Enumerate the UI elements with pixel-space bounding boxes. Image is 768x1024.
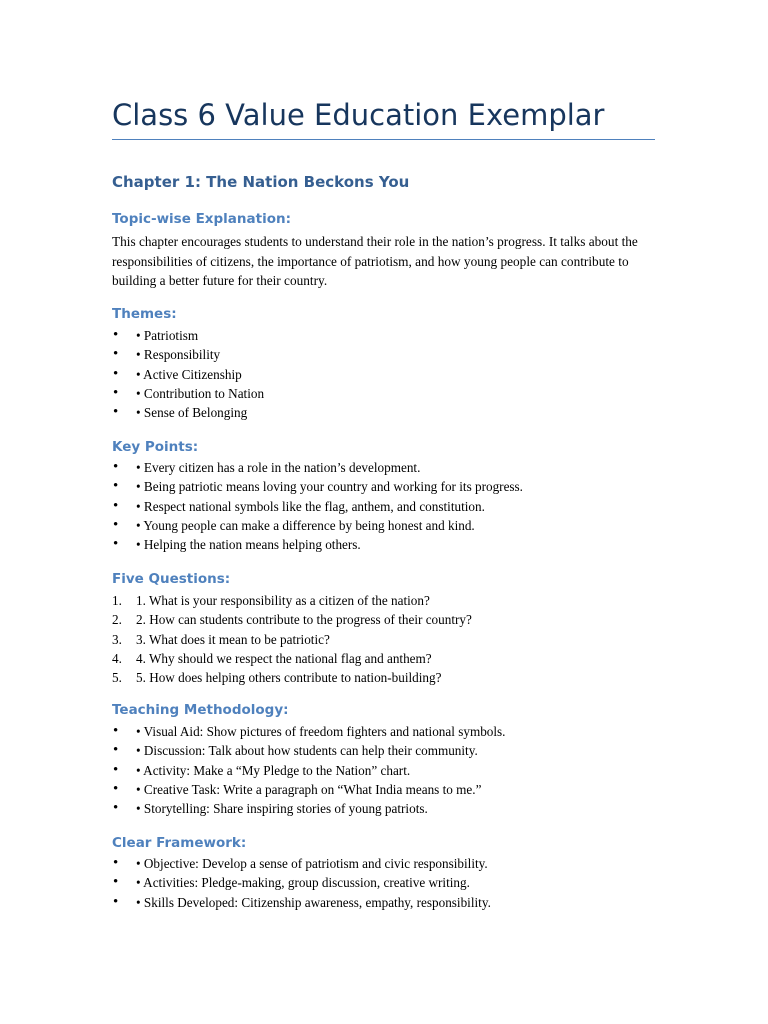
list-item: [112, 458, 672, 477]
bullet-marker: •: [113, 516, 119, 533]
list-number: 4.: [112, 650, 122, 666]
list-item: [112, 854, 672, 873]
framework-item: • Skills Developed: Citizenship awareness, empathy, responsibility.: [136, 894, 491, 910]
bullet-marker: •: [113, 742, 119, 759]
key-point-item: • Every citizen has a role in the nation’s development.: [136, 460, 421, 475]
key-points-heading: Key Points:: [112, 439, 199, 455]
framework-heading: Clear Framework:: [112, 835, 247, 851]
methodology-item: • Discussion: Talk about how students can help their community.: [136, 743, 478, 759]
bullet-marker: •: [113, 384, 119, 401]
bullet-marker: •: [113, 800, 119, 816]
key-points-list: [112, 458, 672, 554]
bullet-marker: •: [113, 761, 119, 778]
question-item: 2. How can students contribute to the progress of their country?: [136, 612, 472, 628]
framework-item: • Activities: Pledge-making, group discussion, creative writing.: [136, 875, 470, 891]
list-item: [112, 610, 672, 629]
methodology-item: • Creative Task: Write a paragraph on “What India means to me.”: [136, 781, 482, 797]
bullet-marker: •: [113, 365, 119, 382]
theme-item: • Sense of Belonging: [136, 405, 248, 420]
list-item: [112, 649, 672, 668]
list-number: 2.: [112, 612, 122, 628]
bullet-marker: •: [113, 874, 119, 891]
theme-item: • Contribution to Nation: [136, 385, 265, 401]
methodology-heading: Teaching Methodology:: [112, 702, 289, 718]
list-item: [112, 780, 672, 799]
bullet-marker: •: [113, 723, 119, 739]
list-item: [112, 345, 672, 364]
chapter-title: Chapter 1: The Nation Beckons You: [112, 173, 410, 191]
bullet-marker: •: [113, 459, 119, 475]
bullet-marker: •: [113, 536, 119, 552]
list-item: [112, 630, 672, 649]
list-number: 1.: [112, 593, 122, 608]
questions-heading: Five Questions:: [112, 571, 231, 587]
list-item: [112, 799, 672, 818]
question-item: 4. Why should we respect the national flag and anthem?: [136, 650, 432, 666]
theme-item: • Responsibility: [136, 347, 221, 363]
list-number: 3.: [112, 631, 122, 647]
list-item: [112, 497, 672, 516]
list-item: [112, 477, 672, 496]
methodology-list: [112, 722, 672, 818]
list-item: [112, 535, 672, 554]
bullet-marker: •: [113, 855, 119, 871]
key-point-item: • Young people can make a difference by being honest and kind.: [136, 517, 475, 533]
list-item: [112, 326, 672, 345]
question-item: 5. How does helping others contribute to nation-building?: [136, 670, 442, 685]
list-number: 5.: [112, 670, 122, 685]
list-item: [112, 893, 672, 912]
list-item: [112, 722, 672, 741]
title-divider: [112, 139, 655, 140]
methodology-item: • Visual Aid: Show pictures of freedom fighters and national symbols.: [136, 724, 506, 739]
framework-item: • Objective: Develop a sense of patriotism and civic responsibility.: [136, 856, 488, 871]
explanation-paragraph: This chapter encourages students to understand their role in the nation’s progress. It talks about the responsibilities of citizens, the importance of patriotism, and how young people can contribute to building a better future for their country.: [112, 234, 638, 288]
list-item: [112, 403, 672, 422]
bullet-marker: •: [113, 780, 119, 797]
bullet-marker: •: [113, 497, 119, 514]
key-point-item: • Helping the nation means helping others.: [136, 537, 361, 552]
question-item: 3. What does it mean to be patriotic?: [136, 631, 330, 647]
list-item: [112, 591, 672, 610]
list-item: [112, 668, 672, 687]
list-item: [112, 365, 672, 384]
framework-list: [112, 854, 672, 912]
list-item: [112, 761, 672, 780]
list-item: [112, 384, 672, 403]
bullet-marker: •: [113, 893, 119, 910]
methodology-item: • Activity: Make a “My Pledge to the Nation” chart.: [136, 762, 411, 778]
bullet-marker: •: [113, 327, 119, 343]
list-item: [112, 516, 672, 535]
bullet-marker: •: [113, 404, 119, 420]
themes-list: [112, 326, 672, 422]
key-point-item: • Respect national symbols like the flag, anthem, and constitution.: [136, 498, 485, 514]
bullet-marker: •: [113, 478, 119, 495]
question-item: 1. What is your responsibility as a citizen of the nation?: [136, 593, 430, 608]
bullet-marker: •: [113, 346, 119, 363]
theme-item: • Patriotism: [136, 328, 199, 343]
list-item: [112, 741, 672, 760]
theme-item: • Active Citizenship: [136, 366, 242, 382]
methodology-item: • Storytelling: Share inspiring stories of young patriots.: [136, 801, 428, 816]
questions-list: [112, 591, 672, 687]
document-title: Class 6 Value Education Exemplar: [112, 98, 605, 132]
key-point-item: • Being patriotic means loving your country and working for its progress.: [136, 479, 523, 495]
explanation-heading: Topic-wise Explanation:: [112, 211, 291, 227]
themes-heading: Themes:: [112, 306, 177, 322]
list-item: [112, 873, 672, 892]
